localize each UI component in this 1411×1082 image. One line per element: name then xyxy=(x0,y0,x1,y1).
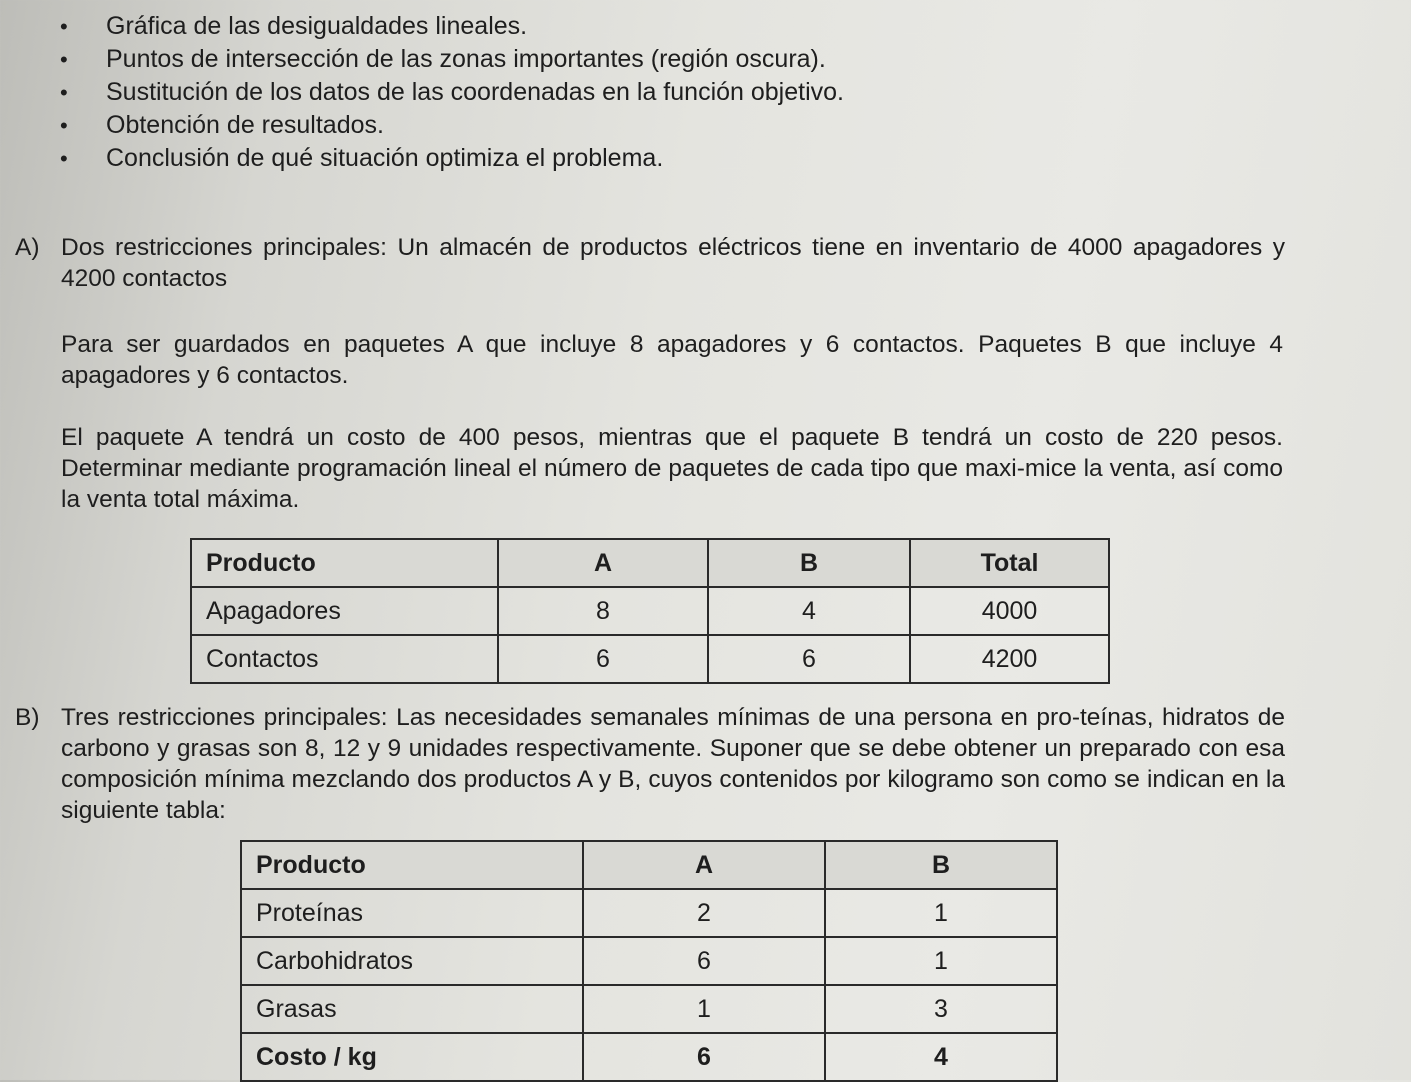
step-item: • Sustitución de los datos de las coordenadas en la función objetivo. xyxy=(60,76,844,109)
section-a-paragraph-1: Para ser guardados en paquetes A que incluye 8 apagadores y 6 contactos. Paquetes B que incluye 4 apagadores y 6 contactos. xyxy=(61,331,1283,389)
section-a-paragraph-2: El paquete A tendrá un costo de 400 pesos, mientras que el paquete B tendrá un costo de 220 pesos. Determinar mediante programación lineal el número de paquetes de cada tipo que maxi-mice la venta, así como la venta total máxima. xyxy=(61,424,1283,513)
table-cell: 6 xyxy=(583,937,825,985)
step-item: • Gráfica de las desigualdades lineales. xyxy=(60,10,844,43)
table-header-row xyxy=(241,841,1057,889)
table-header-cell: B xyxy=(825,841,1057,889)
table-cell: Carbohidratos xyxy=(241,937,583,985)
section-a-label: A) xyxy=(15,234,40,261)
section-b-label: B) xyxy=(15,704,40,731)
table-cell: 1 xyxy=(583,985,825,1033)
table-header-cell: A xyxy=(498,539,708,587)
section-b-text: Tres restricciones principales: Las necesidades semanales mínimas de una persona en pro-teínas, hidratos de carbono y grasas son 8, 12 y 9 unidades respectivamente. Suponer que se debe obtener un preparado con esa composición mínima mezclando dos productos A y B, cuyos contenidos por kilogramo son como se indican en la siguiente tabla: xyxy=(61,704,1285,824)
table-cell: 4000 xyxy=(910,587,1109,635)
table-row xyxy=(241,937,1057,985)
table-switches-contacts xyxy=(190,538,1110,684)
steps-list xyxy=(60,10,844,175)
table-cell: Costo / kg xyxy=(241,1033,583,1081)
table-cell: 6 xyxy=(583,1033,825,1081)
table-cell: 4 xyxy=(825,1033,1057,1081)
section-b xyxy=(15,702,1285,826)
table-cell: 8 xyxy=(498,587,708,635)
table-cell: 1 xyxy=(825,889,1057,937)
table-cell: 4 xyxy=(708,587,910,635)
step-item: • Puntos de intersección de las zonas importantes (región oscura). xyxy=(60,43,844,76)
table-cell: 6 xyxy=(708,635,910,683)
table-cell: Proteínas xyxy=(241,889,583,937)
table-header-cell: Producto xyxy=(241,841,583,889)
table-cell: Grasas xyxy=(241,985,583,1033)
table-cell: 3 xyxy=(825,985,1057,1033)
table-header-cell: B xyxy=(708,539,910,587)
table-row xyxy=(241,1033,1057,1081)
table-nutrients xyxy=(240,840,1058,1082)
table-cell: 1 xyxy=(825,937,1057,985)
table-header-cell: Producto xyxy=(191,539,498,587)
section-a-text: Dos restricciones principales: Un almacén de productos eléctricos tiene en inventario de 4000 apagadores y 4200 contactos xyxy=(61,234,1285,292)
step-item: • Obtención de resultados. xyxy=(60,109,844,142)
table-row xyxy=(191,635,1109,683)
table-header-cell: A xyxy=(583,841,825,889)
table-cell: 6 xyxy=(498,635,708,683)
table-row xyxy=(241,889,1057,937)
table-row xyxy=(191,587,1109,635)
table-cell: 4200 xyxy=(910,635,1109,683)
table-header-row xyxy=(191,539,1109,587)
table-cell: 2 xyxy=(583,889,825,937)
table-row xyxy=(241,985,1057,1033)
table-cell: Apagadores xyxy=(191,587,498,635)
table-header-cell: Total xyxy=(910,539,1109,587)
section-a xyxy=(15,232,1285,294)
table-cell: Contactos xyxy=(191,635,498,683)
step-item: • Conclusión de qué situación optimiza el problema. xyxy=(60,142,844,175)
